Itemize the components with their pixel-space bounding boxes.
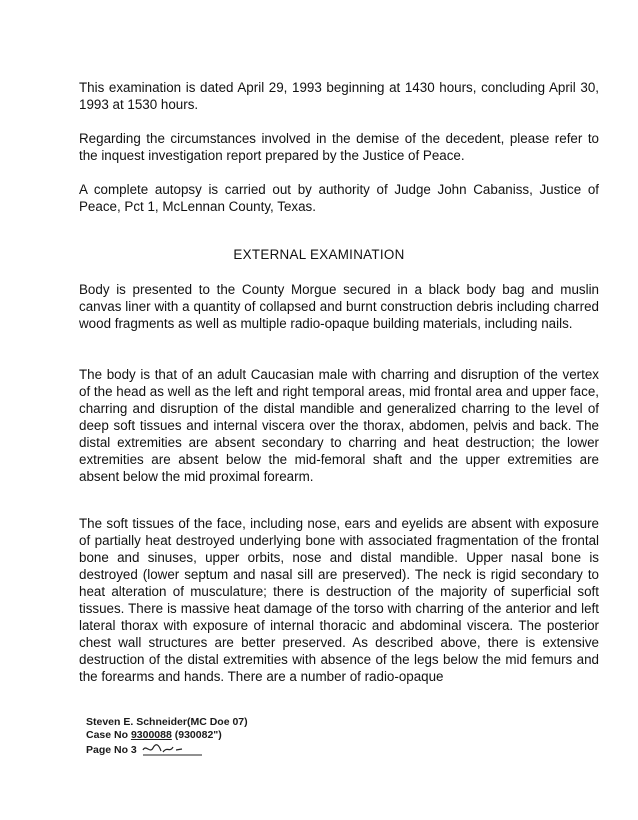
examination-date-paragraph: This examination is dated April 29, 1993 beginning at 1430 hours, concluding April 30, 1993 at 1530 hours. (79, 80, 599, 112)
circumstances-paragraph: Regarding the circumstances involved in the demise of the decedent, please refer to the inquest investigation report prepared by the Justice of Peace. (79, 131, 599, 163)
examiner-line: Steven E. Schneider(MC Doe 07) (86, 716, 248, 728)
page-label: Page No 3 (86, 744, 137, 756)
body-description-paragraph: The body is that of an adult Caucasian male with charring and disruption of the vertex of the head as well as the left and right temporal areas, mid frontal area and upper face, charring and disruption of the distal mandible and generalized charring to the level of deep soft tissues and internal viscera over the thorax, abdomen, pelvis and back. The distal extremities are absent secondary to charring and heat destruction; the lower extremities are absent below the mid-femoral shaft and the upper extremities are absent below the mid proximal forearm. (79, 367, 599, 484)
case-number-line (86, 729, 248, 742)
case-label: Case No (86, 729, 131, 741)
body-presentation-paragraph: Body is presented to the County Morgue secured in a black body bag and muslin canvas liner with a quantity of collapsed and burnt construction debris including charred wood fragments as well as multiple radio-opaque building materials, including nails. (79, 282, 599, 331)
soft-tissue-paragraph: The soft tissues of the face, including nose, ears and eyelids are absent with exposure of partially heat destroyed underlying bone with associated fragmentation of the frontal bone and sinuses, upper orbits, nose and distal mandible. Upper nasal bone is destroyed (lower septum and nasal sill are preserved). The neck is rigid secondary to heat alteration of musculature; there is destruction of the majority of superficial soft tissues. There is massive heat damage of the torso with charring of the anterior and left lateral thorax with exposure of internal thoracic and abdominal viscera. The posterior chest wall structures are better preserved. As described above, there is extensive destruction of the distal extremities with absence of the legs below the mid femurs and the forearms and hands. There are a number of radio-opaque (79, 516, 599, 684)
case-suffix: (930082") (171, 729, 222, 741)
authority-paragraph: A complete autopsy is carried out by authority of Judge John Cabaniss, Justice of Peace, Pct 1, McLennan County, Texas. (79, 182, 599, 214)
page-footer (86, 716, 248, 757)
section-heading: EXTERNAL EXAMINATION (233, 247, 405, 262)
case-number: 9300088 (130, 729, 172, 741)
page-number-line (86, 742, 248, 757)
handwritten-scribble-icon (142, 742, 204, 756)
